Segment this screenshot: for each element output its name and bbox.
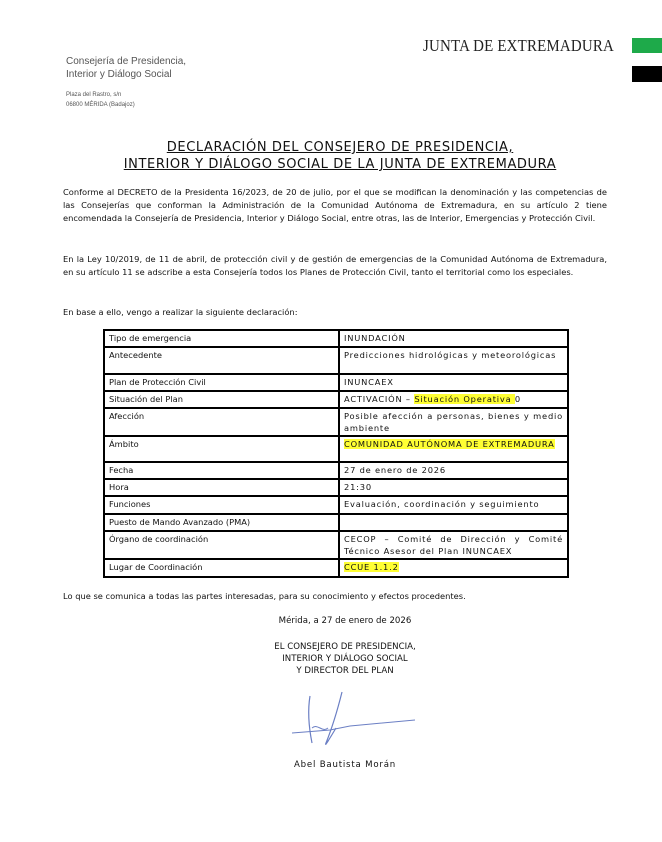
title-line-2: INTERIOR Y DIÁLOGO SOCIAL DE LA JUNTA DE EXTREMADURA	[123, 157, 557, 172]
row-value: Posible afección a personas, bienes y medio ambiente	[339, 408, 568, 436]
value-highlight: Situación Operativa	[414, 394, 515, 404]
row-value	[339, 391, 568, 408]
row-label: Plan de Protección Civil	[104, 374, 339, 391]
address	[66, 90, 135, 110]
table-row	[104, 514, 568, 531]
row-value	[339, 436, 568, 462]
department-name	[66, 55, 186, 81]
paragraph-law: En la Ley 10/2019, de 11 de abril, de protección civil y de gestión de emergencias de la Comunidad Autónoma de Extremadura, en su artículo 11 se adscribe a esta Consejería todos los Planes de Protección Civil, tanto el territorial como los especiales.	[63, 254, 607, 277]
row-value: CECOP – Comité de Dirección y Comité Técnico Asesor del Plan INUNCAEX	[339, 531, 568, 559]
title-line-1: DECLARACIÓN DEL CONSEJERO DE PRESIDENCIA,	[166, 140, 514, 155]
row-label: Funciones	[104, 496, 339, 514]
department-line-1: Consejería de Presidencia,	[66, 56, 187, 67]
value-prefix: ACTIVACIÓN –	[344, 394, 415, 404]
table-row	[104, 408, 568, 436]
table-row	[104, 374, 568, 391]
table-row	[104, 496, 568, 514]
closing-statement: Lo que se comunica a todas las partes interesadas, para su conocimiento y efectos procedentes.	[63, 591, 466, 601]
row-value	[339, 514, 568, 531]
flag-green-band	[632, 38, 662, 53]
address-line-2: 06800 MÉRIDA (Badajoz)	[66, 102, 135, 108]
table-row	[104, 462, 568, 479]
value-suffix: 0	[514, 394, 522, 404]
table-row	[104, 436, 568, 462]
row-value: 27 de enero de 2026	[339, 462, 568, 479]
table-row	[104, 347, 568, 374]
declaration-table	[103, 329, 569, 578]
value-highlight: CCUE 1.1.2	[344, 562, 399, 572]
place-date: Mérida, a 27 de enero de 2026	[278, 616, 412, 626]
paragraph-intro: En base a ello, vengo a realizar la siguiente declaración:	[63, 307, 298, 317]
table-row	[104, 330, 568, 347]
table-row	[104, 479, 568, 496]
signatory-title-line-2: INTERIOR Y DIÁLOGO SOCIAL	[282, 654, 408, 664]
row-label: Ámbito	[104, 436, 339, 462]
row-label: Tipo de emergencia	[104, 330, 339, 347]
row-label: Lugar de Coordinación	[104, 559, 339, 577]
signatory-title-line-3: Y DIRECTOR DEL PLAN	[296, 666, 394, 676]
row-label: Afección	[104, 408, 339, 436]
document-title	[60, 139, 620, 173]
row-label: Antecedente	[104, 347, 339, 374]
handwritten-signature	[290, 688, 420, 758]
value-highlight: COMUNIDAD AUTÓNOMA DE EXTREMADURA	[344, 439, 555, 449]
row-label: Situación del Plan	[104, 391, 339, 408]
row-value: 21:30	[339, 479, 568, 496]
row-value: Evaluación, coordinación y seguimiento	[339, 496, 568, 514]
row-value: INUNDACIÓN	[339, 330, 568, 347]
signatory-title-line-1: EL CONSEJERO DE PRESIDENCIA,	[274, 642, 416, 652]
signatory-name: Abel Bautista Morán	[293, 760, 397, 770]
row-label: Órgano de coordinación	[104, 531, 339, 559]
flag-black-band	[632, 66, 662, 82]
paragraph-decree: Conforme al DECRETO de la Presidenta 16/2023, de 20 de julio, por el que se modifican la denominación y las competencias de las Consejerías que conforman la Administración de la Comunidad Autónoma de Extremadura, en su artículo 2 tiene encomendada la Consejería de Presidencia, Interior y Diálogo Social, entre otras, las de Interior, Emergencias y Protección Civil.	[63, 187, 607, 223]
signatory-title	[200, 641, 490, 677]
row-label: Puesto de Mando Avanzado (PMA)	[104, 514, 339, 531]
row-label: Fecha	[104, 462, 339, 479]
table-row	[104, 559, 568, 577]
table-row	[104, 531, 568, 559]
row-label: Hora	[104, 479, 339, 496]
address-line-1: Plaza del Rastro, s/n	[66, 92, 122, 98]
department-line-2: Interior y Diálogo Social	[66, 69, 172, 80]
row-value	[339, 559, 568, 577]
row-value: INUNCAEX	[339, 374, 568, 391]
table-row	[104, 391, 568, 408]
row-value: Predicciones hidrológicas y meteorológicas	[339, 347, 568, 374]
junta-logo-text: JUNTA DE EXTREMADURA	[423, 36, 614, 55]
